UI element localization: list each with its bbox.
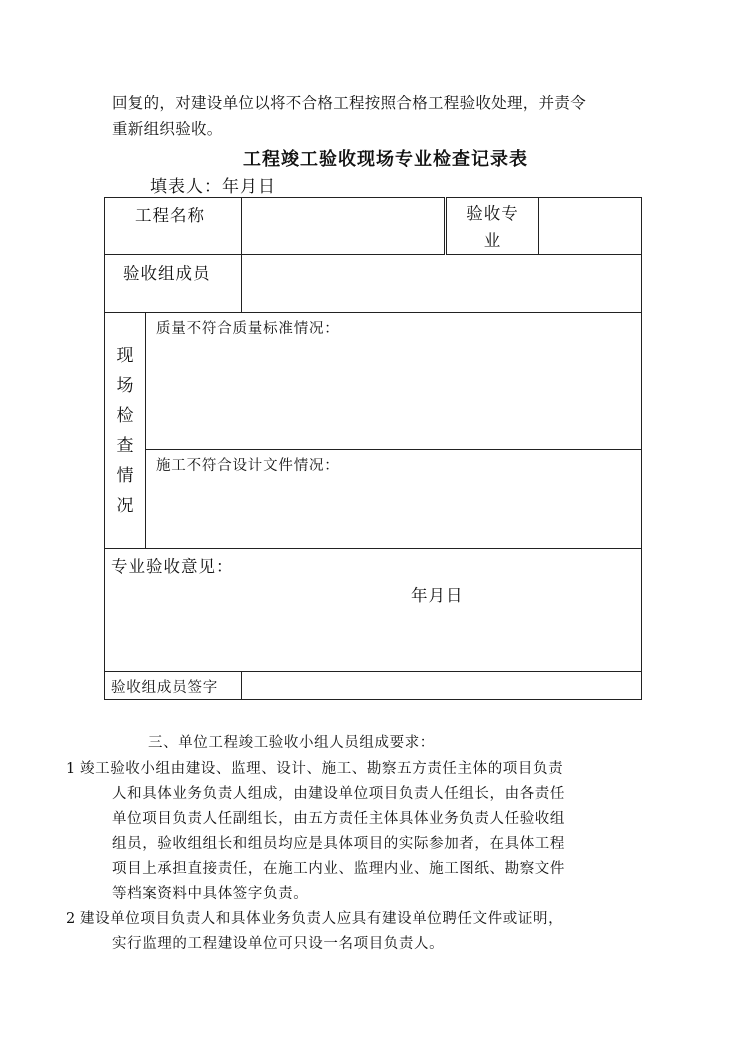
intro-line-2: 重新组织验收。 [112,120,223,138]
site-check-char-5: 情 [116,465,134,486]
row-project [105,198,642,255]
requirements-heading: 三、单位工程竣工验收小组人员组成要求： [148,735,435,751]
row-members [105,255,642,313]
design-cell[interactable] [146,450,642,549]
requirement-1-line-2: 人和具体业务负责人组成，由建设单位项目负责人任组长，由各责任 [112,786,565,802]
site-check-char-6: 况 [116,495,134,516]
requirement-1-line-5: 项目上承担直接责任，在施工内业、监理内业、施工图纸、勘察文件 [112,861,565,877]
requirement-1-number: 1 [66,761,76,777]
members-label-cell [105,255,242,313]
opinion-date: 年月日 [411,586,464,605]
requirement-1-line-4: 组员，验收组组长和组员均应是具体项目的实际参加者，在具体工程 [112,836,565,852]
inspection-form-table [104,197,642,700]
row-design [105,450,642,549]
specialty-label-line-2: 业 [483,231,502,250]
requirement-1-line-1: 竣工验收小组由建设、监理、设计、施工、勘察五方责任主体的项目负责 [80,761,564,777]
row-opinion [105,549,642,672]
signature-value-cell[interactable] [242,672,642,700]
site-check-char-2: 场 [116,375,134,396]
specialty-value-cell[interactable] [539,198,642,255]
specialty-label-line-1: 验收专 [466,204,519,223]
quality-label: 质量不符合质量标准情况： [156,321,340,337]
site-check-char-3: 检 [116,405,134,426]
signature-label-cell [105,672,242,700]
design-label: 施工不符合设计文件情况： [156,458,340,474]
row-signature [105,672,642,700]
requirement-2-line-1: 建设单位项目负责人和具体业务负责人应具有建设单位聘任文件或证明， [80,911,564,927]
requirement-2-number: 2 [66,911,76,927]
requirement-2-line-2: 实行监理的工程建设单位可只设一名项目负责人。 [112,936,445,952]
requirement-1-line-6: 等档案资料中具体签字负责。 [112,886,309,902]
form-filler: 填表人：年月日 [150,177,276,197]
site-check-label-cell [105,313,146,549]
opinion-label: 专业验收意见： [111,557,234,576]
members-label: 验收组成员 [123,264,211,283]
site-check-char-4: 查 [116,435,134,456]
quality-cell[interactable] [146,313,642,450]
site-check-char-1: 现 [116,345,134,366]
requirement-1-line-3: 单位项目负责人任副组长，由五方责任主体具体业务负责人任验收组 [112,811,565,827]
site-check-label [105,341,145,521]
project-name-label: 工程名称 [135,206,205,225]
intro-line-1: 回复的，对建设单位以将不合格工程按照合格工程验收处理，并责令 [112,94,587,112]
members-value-cell[interactable] [242,255,642,313]
row-quality [105,313,642,450]
project-name-value-cell[interactable] [242,198,446,255]
form-title: 工程竣工验收现场专业检查记录表 [243,149,528,170]
opinion-cell[interactable] [105,549,642,672]
project-name-label-cell [105,198,242,255]
specialty-label-cell [446,198,539,255]
signature-label: 验收组成员签字 [111,680,219,696]
